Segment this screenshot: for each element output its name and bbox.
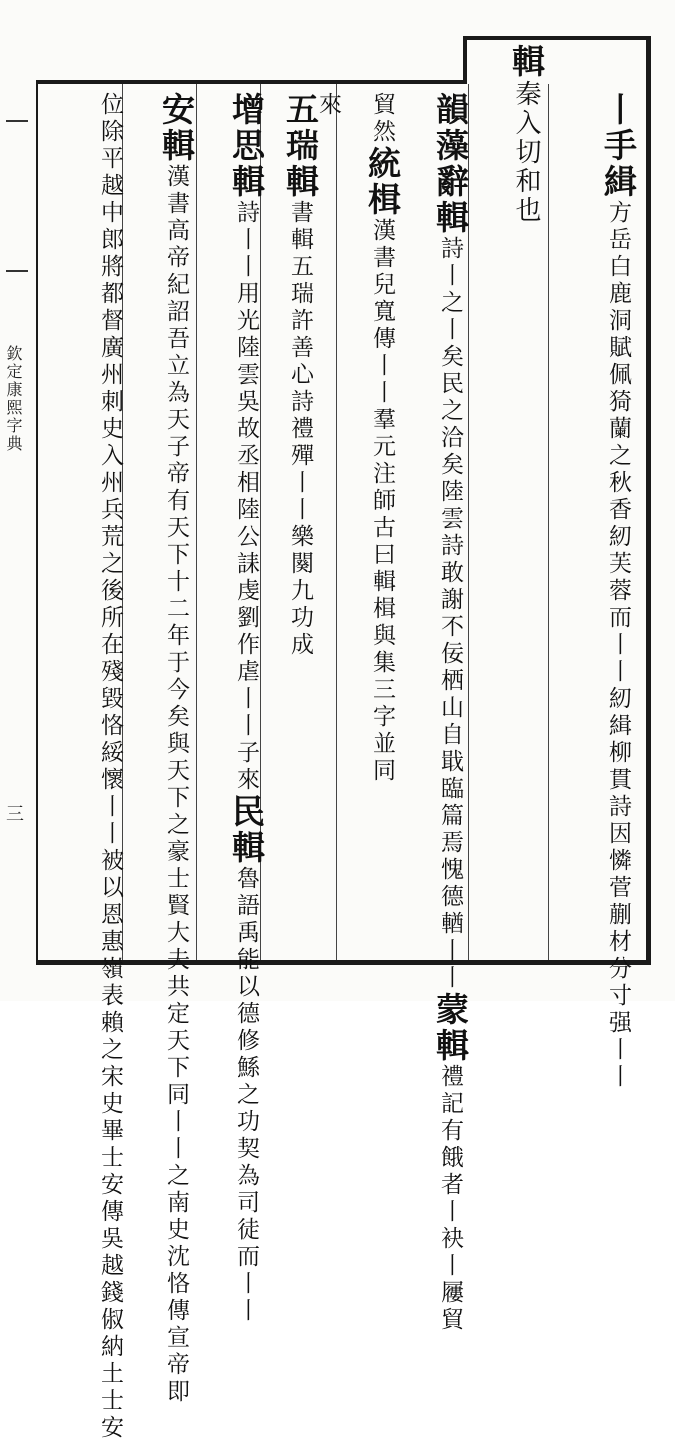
column-9 — [62, 92, 123, 1442]
annotation-text: 貿然 — [369, 92, 395, 146]
frame-bottom-border — [36, 960, 651, 965]
column-6 — [266, 92, 318, 952]
headword-phrase: 蒙輯 — [431, 992, 470, 1064]
frame-tab-side — [463, 36, 467, 84]
annotation-text: 禮記有餓者丨袂丨屨貿 — [437, 1064, 463, 1334]
annotation-text: 漢書兒寬傳丨丨羣元注師古曰輯楫與集三字並同 — [369, 218, 395, 785]
headword-phrase: 增思輯 — [227, 92, 266, 200]
headword-phrase: 安輯 — [157, 92, 196, 164]
annotation-text: 秦入切和也 — [511, 80, 541, 225]
annotation-text: 魯語禹能以德修鯀之功契為司徒而丨丨 — [233, 866, 259, 1325]
annotation-text: 漢書高帝紀詔吾立為天子帝有天下十二年于今矣與天下之豪士賢大夫共定天下同丨丨之南史沈恪傳宣帝即 — [163, 164, 189, 1406]
frame-tab-border — [463, 36, 649, 40]
column-divider — [548, 84, 549, 960]
headword-phrase: 丨手緝 — [599, 92, 638, 200]
frame-left-border — [36, 80, 38, 964]
column-3 — [402, 92, 470, 1334]
headword-phrase: 韻藻辭輯 — [431, 92, 470, 236]
margin-tick — [6, 270, 28, 272]
column-7 — [200, 92, 266, 1325]
headword-phrase: 統楫 — [363, 146, 402, 218]
annotation-text: 方岳白鹿洞賦佩猗蘭之秋香紉芙蓉而丨丨紉緝柳貫詩因憐菅蒯材分寸强丨丨 — [605, 200, 631, 1091]
margin-page-number: 三 — [6, 804, 24, 825]
column-4 — [342, 92, 400, 952]
margin-tick — [6, 120, 28, 122]
headword-phrase: 輯 — [507, 44, 546, 80]
annotation-text: 詩丨之丨矣民之洽矣陸雲詩敢謝不佞栖山自戢臨篇焉愧德輶丨丨 — [437, 236, 463, 992]
margin-book-title: 欽定康熙字典 — [4, 345, 23, 453]
annotation-text: 位除平越中郎將都督廣州刺史入州兵荒之後所在殘毀恪綏懷丨丨被以恩惠嶺表賴之宋史畢士安傳吳越錢俶納土士安 — [97, 92, 123, 1442]
headword-phrase: 民輯 — [227, 794, 266, 866]
column-1 — [556, 92, 638, 1091]
column-8 — [126, 92, 196, 1406]
column-divider — [336, 84, 337, 960]
annotation-text: 書輯五瑞許善心詩禮殫丨丨樂闋九功成 — [287, 200, 313, 659]
annotation-text: 來 — [315, 92, 341, 119]
column-2-headword — [474, 44, 544, 464]
column-divider — [196, 84, 197, 960]
annotation-text: 詩丨丨用光陸雲吳故丞相陸公誄虔劉作虐丨丨子來 — [233, 200, 259, 794]
frame-right-border — [646, 36, 651, 965]
headword-phrase: 五瑞輯 — [281, 92, 320, 200]
frame-top-border — [36, 80, 466, 84]
